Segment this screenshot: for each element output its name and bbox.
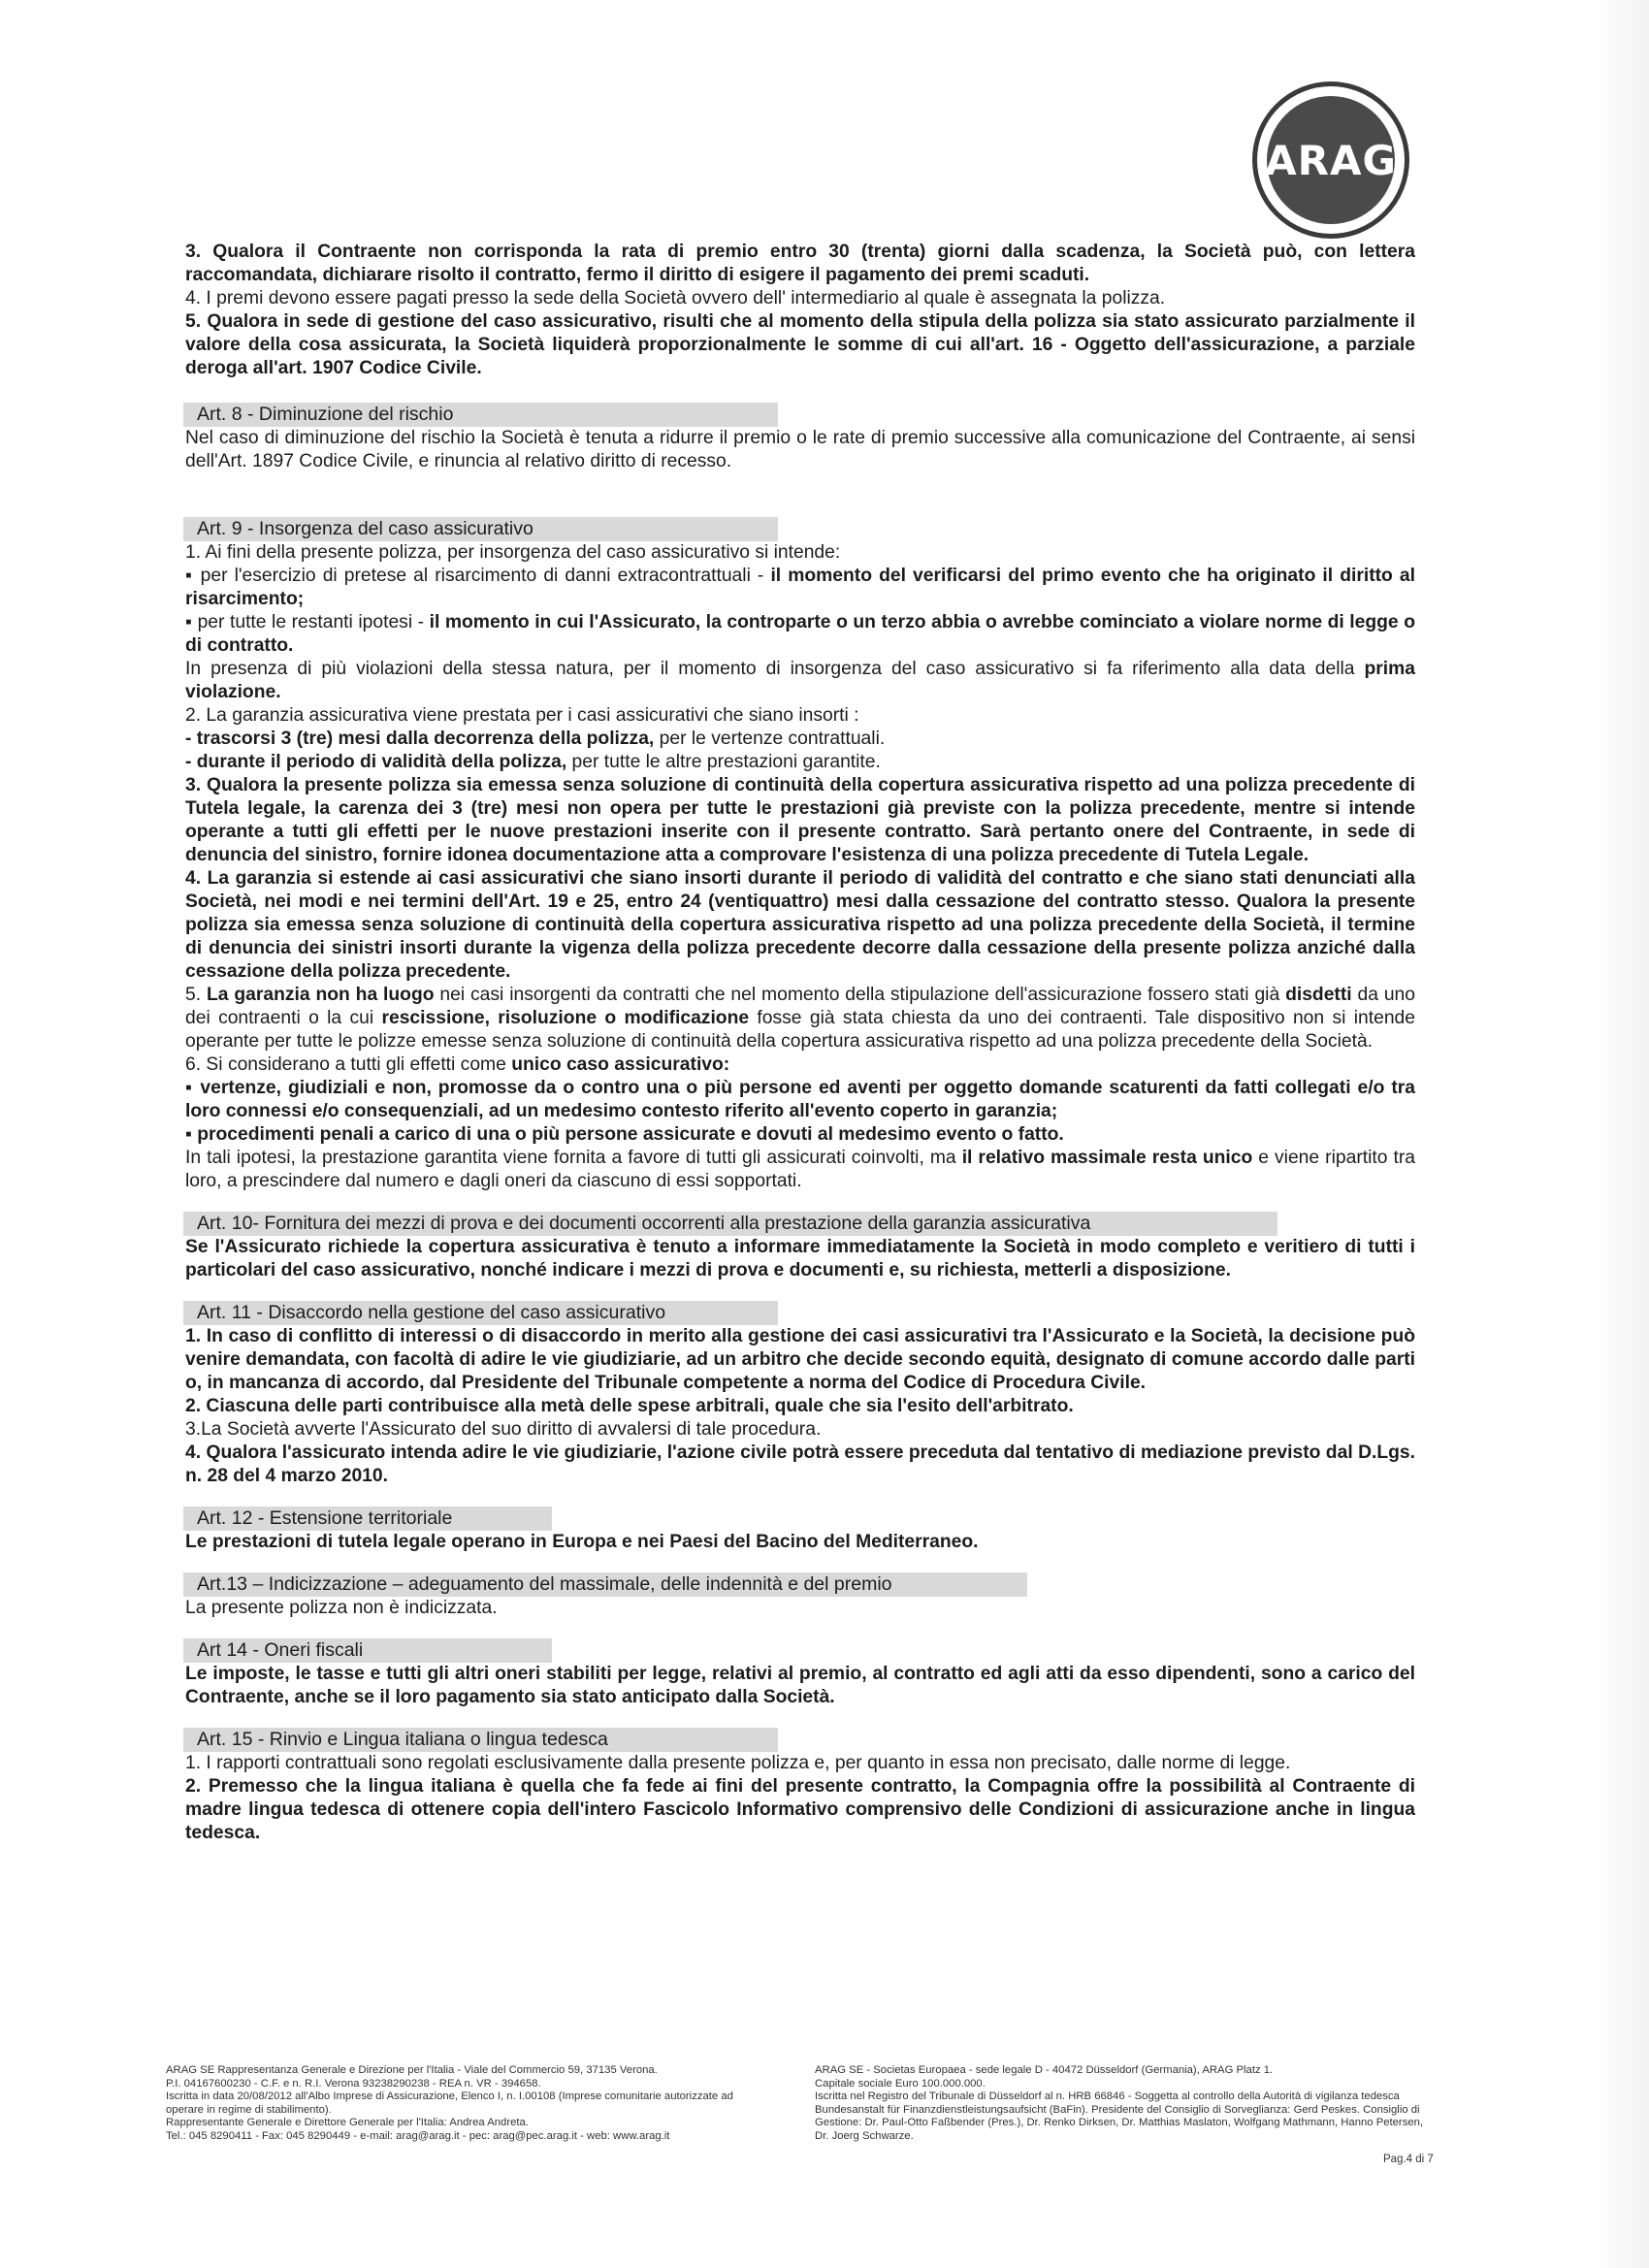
bold-text: ▪ procedimenti penali a carico di una o più persone assicurate e dovuti al medesimo evento o fatto. — [185, 1124, 1064, 1145]
paragraph — [185, 241, 1415, 287]
bold-text: 2. Ciascuna delle parti contribuisce alla metà delle spese arbitrali, quale che sia l'esito dell'arbitrato. — [185, 1396, 1074, 1416]
text: per le vertenze contrattuali. — [654, 729, 886, 749]
paragraph — [185, 427, 1415, 473]
bold-text: 3. Qualora il Contraente non corrisponda la rata di premio entro 30 (trenta) giorni dalla scadenza, la Società può, con lettera raccomandata, dichiarare risolto il contratto, fermo il diritto di esigere il pagamento dei premi scaduti. — [185, 242, 1415, 285]
paragraph — [185, 1147, 1415, 1193]
text: ▪ per tutte le restanti ipotesi - — [185, 612, 430, 632]
paragraph — [185, 1395, 1415, 1418]
paragraph — [185, 1053, 1415, 1077]
article-heading-label: Art. 8 - Diminuzione del rischio — [183, 403, 778, 427]
section-spacer — [185, 473, 1415, 517]
paragraph — [185, 751, 1415, 774]
section-spacer — [185, 1620, 1415, 1638]
text: ▪ per l'esercizio di pretese al risarcimento di danni extracontrattuali - — [185, 566, 771, 586]
bold-text: unico caso assicurativo: — [511, 1054, 730, 1075]
bold-text: ▪ vertenze, giudiziali e non, promosse da o contro una o più persone ed aventi per oggetto domande scaturenti da fatti collegati e/o tra loro connessi e/o consequenziali, ad un medesimo contesto riferito all'evento coperto in garanzia; — [185, 1078, 1415, 1121]
text: nei casi insorgenti da contratti che nel momento della stipulazione dell'assicurazione fossero stati già — [434, 985, 1286, 1005]
bold-text: 4. Qualora l'assicurato intenda adire le vie giudiziarie, l'azione civile potrà essere preceduta dal tentativo di mediazione previsto dal D.Lgs. n. 28 del 4 marzo 2010. — [185, 1442, 1415, 1486]
bold-text: Le prestazioni di tutela legale operano in Europa e nei Paesi del Bacino del Mediterraneo. — [185, 1532, 979, 1552]
article-heading — [185, 517, 1415, 541]
paragraph — [185, 658, 1415, 704]
footer-line: Rappresentante Generale e Direttore Generale per l'Italia: Andrea Andreta. — [166, 2117, 529, 2129]
article-heading — [185, 403, 1415, 427]
section-spacer — [185, 1488, 1415, 1507]
text: e viene ripartito tra loro, a prescindere dal numero e dagli oneri da ciascuno di essi sopportati. — [185, 1148, 1415, 1191]
text: In tali ipotesi, la prestazione garantita viene fornita a favore di tutti gli assicurati coinvolti, ma — [185, 1148, 962, 1168]
paragraph — [185, 1077, 1415, 1123]
arag-logo-text: ARAG — [1265, 136, 1397, 184]
bold-text: 3. Qualora la presente polizza sia emessa senza soluzione di continuità della copertura assicurativa rispetto ad una polizza precedente di Tutela legale, la carenza dei 3 (tre) mesi non opera per tutte le prestazioni già previste con la polizza precedente, mentre si intende operante a tutti gli effetti per le nuove prestazioni inserite con il presente contratto. Sarà pertanto onere del Contraente, in sede di denuncia del sinistro, fornire idonea documentazione atta a comprovare l'esistenza di una polizza precedente di Tutela Legale. — [185, 775, 1415, 865]
section-spacer — [185, 1709, 1415, 1728]
paragraph — [185, 1325, 1415, 1395]
article-heading-label: Art 14 - Oneri fiscali — [183, 1638, 552, 1663]
article-heading — [185, 1507, 1415, 1531]
paragraph — [185, 1597, 1415, 1620]
paragraph — [185, 1442, 1415, 1488]
text: 3.La Società avverte l'Assicurato del suo diritto di avvalersi di tale procedura. — [185, 1419, 822, 1440]
arag-logo-disc — [1267, 96, 1395, 224]
bold-text: disdetti — [1285, 985, 1352, 1005]
paragraph — [185, 1236, 1415, 1282]
scan-shadow — [1591, 0, 1649, 2268]
bold-text: rescissione, risoluzione o modificazione — [381, 1008, 750, 1028]
document-body — [185, 241, 1415, 1845]
article-heading — [185, 1638, 1415, 1663]
paragraph — [185, 1418, 1415, 1442]
text: 1. Ai fini della presente polizza, per insorgenza del caso assicurativo si intende: — [185, 542, 841, 563]
article-heading-label: Art. 9 - Insorgenza del caso assicurativo — [183, 517, 778, 541]
footer-line: Iscritta in data 20/08/2012 all'Albo Imprese di Assicurazione, Elenco I, n. I.00108 (Imprese comunitarie autorizzate ad operare in regime di stabilimento). — [166, 2090, 733, 2116]
paragraph — [185, 1775, 1415, 1845]
bold-text: - durante il periodo di validità della polizza, — [185, 752, 567, 772]
paragraph — [185, 565, 1415, 611]
section-spacer — [185, 1282, 1415, 1301]
section-spacer — [185, 1554, 1415, 1572]
paragraph — [185, 1663, 1415, 1709]
bold-text: Le imposte, le tasse e tutti gli altri oneri stabiliti per legge, relativi al premio, al contratto ed agli atti da esso dipendenti, sono a carico del Contraente, anche se il loro pagamento sia stato anticipato dalla Società. — [185, 1664, 1415, 1707]
paragraph — [185, 310, 1415, 380]
article-heading — [185, 1212, 1415, 1236]
bold-text: 1. In caso di conflitto di interessi o di disaccordo in merito alla gestione dei casi assicurativi tra l'Assicurato e la Società, la decisione può venire demandata, con facoltà di adire le vie giudiziarie, ad un arbitro che decide secondo equità, designato di comune accordo dalle parti o, in mancanza di accordo, dal Presidente del Tribunale competente a norma del Codice di Procedura Civile. — [185, 1326, 1415, 1393]
text: In presenza di più violazioni della stessa natura, per il momento di insorgenza del caso assicurativo si fa riferimento alla data della — [185, 659, 1365, 679]
section-spacer — [185, 380, 1415, 403]
paragraph — [185, 728, 1415, 751]
article-heading — [185, 1572, 1415, 1597]
bold-text: prima violazione. — [185, 659, 1415, 702]
paragraph — [185, 287, 1415, 310]
text: 6. Si considerano a tutti gli effetti come — [185, 1054, 512, 1075]
paragraph — [185, 1123, 1415, 1147]
text: da uno dei contraenti o la cui — [185, 985, 1416, 1028]
article-heading-label: Art.13 – Indicizzazione – adeguamento del massimale, delle indennità e del premio — [183, 1572, 1027, 1597]
paragraph — [185, 611, 1415, 658]
text: per tutte le altre prestazioni garantite. — [566, 752, 881, 772]
text: 4. I premi devono essere pagati presso la sede della Società ovvero dell' intermediario al quale è assegnata la polizza. — [185, 288, 1166, 308]
text: Nel caso di diminuzione del rischio la Società è tenuta a ridurre il premio o le rate di premio successive alla comunicazione del Contraente, ai sensi dell'Art. 1897 Codice Civile, e rinuncia al relativo diritto di recesso. — [185, 428, 1415, 471]
paragraph — [185, 867, 1415, 984]
bold-text: Se l'Assicurato richiede la copertura assicurativa è tenuto a informare immediatamente la Società in modo completo e veritiero di tutti i particolari del caso assicurativo, nonché indicare i mezzi di prova e documenti e, su richiesta, metterli a disposizione. — [185, 1237, 1415, 1280]
bold-text: il momento del verificarsi del primo evento che ha originato il diritto al risarcimento; — [185, 566, 1415, 609]
arag-logo — [1252, 81, 1409, 239]
article-heading-label: Art. 15 - Rinvio e Lingua italiana o lingua tedesca — [183, 1728, 778, 1752]
bold-text: 4. La garanzia si estende ai casi assicurativi che siano insorti durante il periodo di validità del contratto e che siano stati denunciati alla Società, nei modi e nei termini dell'Art. 19 e 25, entro 24 (ventiquattro) mesi dalla cessazione del contratto stesso. Qualora la presente polizza sia emessa senza soluzione di continuità della copertura assicurativa rispetto ad una polizza precedente della Società, il termine di denuncia dei sinistri insorti durante la vigenza della polizza precedente decorre dalla cessazione della presente polizza anziché dalla cessazione della polizza precedente. — [185, 868, 1415, 982]
footer-line: Capitale sociale Euro 100.000.000. — [815, 2077, 986, 2090]
text: La presente polizza non è indicizzata. — [185, 1598, 498, 1618]
section-spacer — [185, 1193, 1415, 1212]
bold-text: La garanzia non ha luogo — [206, 985, 435, 1005]
paragraph — [185, 774, 1415, 867]
article-heading-label: Art. 11 - Disaccordo nella gestione del caso assicurativo — [183, 1301, 778, 1325]
article-heading-label: Art. 12 - Estensione territoriale — [183, 1507, 552, 1531]
footer-line: ARAG SE Rappresentanza Generale e Direzione per l'Italia - Viale del Commercio 59, 37135 Verona. — [166, 2064, 658, 2076]
paragraph — [185, 1752, 1415, 1775]
bold-text: il momento in cui l'Assicurato, la controparte o un terzo abbia o avrebbe cominciato a violare norme di legge o di contratto. — [185, 612, 1415, 656]
article-heading — [185, 1728, 1415, 1752]
footer-line: Iscritta nel Registro del Tribunale di Düsseldorf al n. HRB 66846 - Soggetta al controllo della Autorità di vigilanza tedesca Bundesanstalt für Finanzdienstleistungsaufsicht (BaFin). Presidente del Consiglio di Sorveglianza: Gerd Peskes. Consiglio di Gestione: Dr. Paul-Otto Faßbender (Pres.), Dr. Renko Dirksen, Dr. Matthias Maslaton, Wolfgang Mathmann, Hanno Petersen, Dr. Joerg Schwarze. — [815, 2090, 1424, 2142]
paragraph — [185, 1531, 1415, 1554]
text: 1. I rapporti contrattuali sono regolati esclusivamente dalla presente polizza e, per quanto in essa non precisato, dalle norme di legge. — [185, 1753, 1291, 1773]
footer-line: Tel.: 045 8290411 - Fax: 045 8290449 - e-mail: arag@arag.it - pec: arag@pec.arag.it - web: www.arag.it — [166, 2129, 670, 2142]
footer-company-germany — [815, 2064, 1436, 2144]
paragraph — [185, 984, 1415, 1053]
article-heading — [185, 1301, 1415, 1325]
page-number: Pag.4 di 7 — [1383, 2154, 1434, 2165]
footer-company-italy — [166, 2064, 758, 2144]
paragraph — [185, 541, 1415, 565]
bold-text: il relativo massimale resta unico — [961, 1148, 1253, 1168]
bold-text: - trascorsi 3 (tre) mesi dalla decorrenza della polizza, — [185, 729, 655, 749]
bold-text: 2. Premesso che la lingua italiana è quella che fa fede ai fini del presente contratto, la Compagnia offre la possibilità al Contraente di madre lingua tedesca di ottenere copia dell'intero Fascicolo Informativo comprensivo delle Condizioni di assicurazione anche in lingua tedesca. — [185, 1776, 1415, 1843]
text: 2. La garanzia assicurativa viene prestata per i casi assicurativi che siano insorti : — [185, 705, 859, 726]
footer-line: ARAG SE - Societas Europaea - sede legale D - 40472 Düsseldorf (Germania), ARAG Platz 1. — [815, 2064, 1274, 2076]
footer-line: P.I. 04167600230 - C.F. e n. R.I. Verona 93238290238 - REA n. VR - 394658. — [166, 2077, 541, 2090]
article-heading-label: Art. 10- Fornitura dei mezzi di prova e dei documenti occorrenti alla prestazione della garanzia assicurativa — [183, 1212, 1277, 1236]
bold-text: 5. Qualora in sede di gestione del caso assicurativo, risulti che al momento della stipula della polizza sia stato assicurato parzialmente il valore della cosa assicurata, la Società liquiderà proporzionalmente le somme di cui all'art. 16 - Oggetto dell'assicurazione, a parziale deroga all'art. 1907 Codice Civile. — [185, 311, 1415, 378]
text: fosse già stata chiesta da uno dei contraenti. Tale dispositivo non si intende operante per tutte le polizze emesse senza soluzione di continuità della copertura assicurativa rispetto ad una polizza precedente della Società. — [185, 1008, 1415, 1052]
text: 5. — [185, 985, 207, 1005]
paragraph — [185, 704, 1415, 728]
